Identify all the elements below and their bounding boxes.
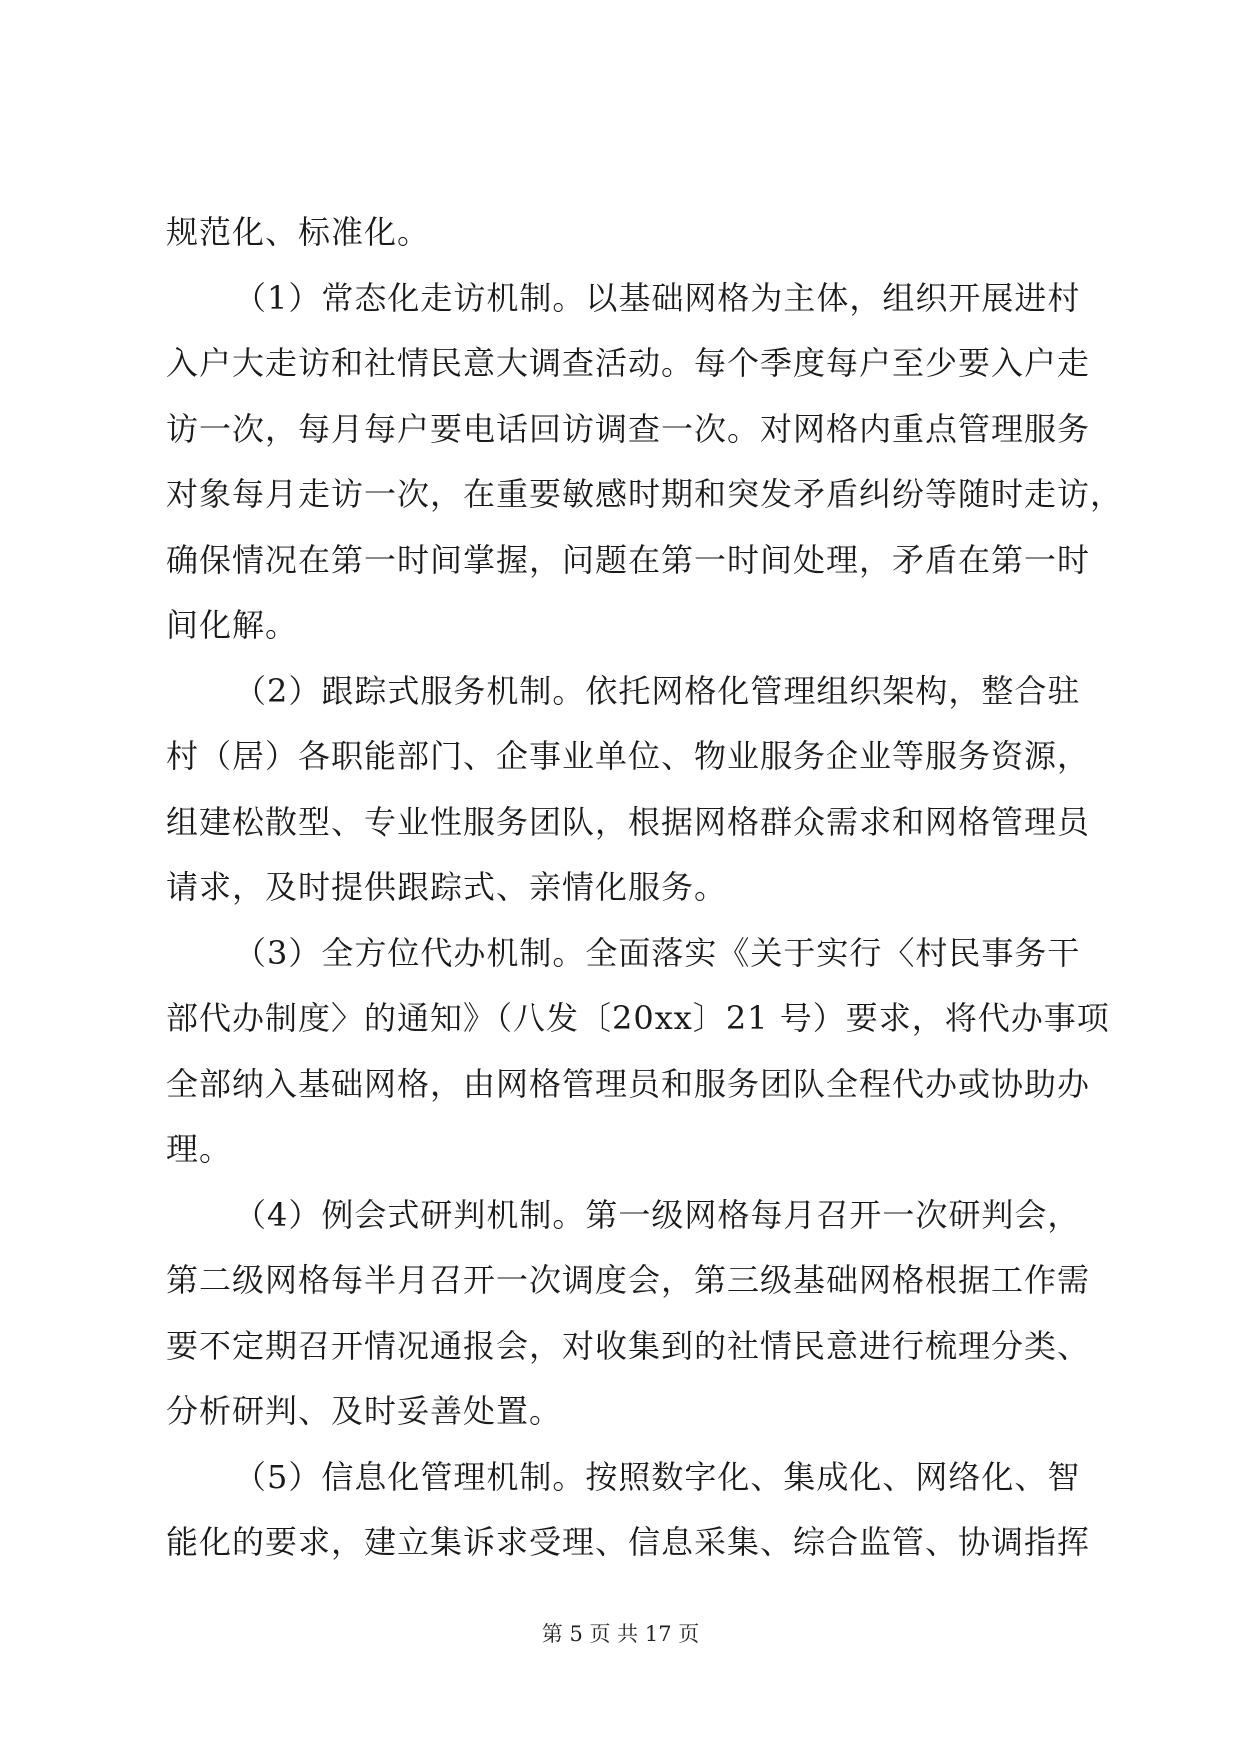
text-line: 理。 xyxy=(166,1130,233,1168)
text-line: 间化解。 xyxy=(166,606,299,644)
text-line: 部代办制度〉的通知》（八发〔20xx〕21 号）要求，将代办事项 xyxy=(166,999,1110,1037)
page-footer xyxy=(0,1618,1241,1648)
page-number-label: 第 5 页 共 17 页 xyxy=(541,1622,700,1646)
text-line: 入户大走访和社情民意大调查活动。每个季度每户至少要入户走 xyxy=(166,344,1091,382)
text-line: 第二级网格每半月召开一次调度会，第三级基础网格根据工作需 xyxy=(166,1261,1091,1299)
text-line: 分析研判、及时妥善处置。 xyxy=(166,1392,563,1430)
text-line: （1）常态化走访机制。以基础网格为主体，组织开展进村 xyxy=(234,278,1081,317)
document-body xyxy=(166,200,1124,1576)
text-line: （3）全方位代办机制。全面落实《关于实行〈村民事务干 xyxy=(234,933,1081,972)
text-line: 对象每月走访一次，在重要敏感时期和突发矛盾纠纷等随时走访， xyxy=(166,475,1124,513)
text-line: 全部纳入基础网格，由网格管理员和服务团队全程代办或协助办 xyxy=(166,1064,1091,1103)
text-line: 组建松散型、专业性服务团队，根据网格群众需求和网格管理员 xyxy=(166,802,1091,841)
text-line: （4）例会式研判机制。第一级网格每月召开一次研判会， xyxy=(234,1195,1081,1234)
text-line: 请求，及时提供跟踪式、亲情化服务。 xyxy=(166,868,728,906)
text-line: 要不定期召开情况通报会，对收集到的社情民意进行梳理分类、 xyxy=(166,1326,1091,1365)
text-line: （2）跟踪式服务机制。依托网格化管理组织架构，整合驻 xyxy=(234,671,1081,710)
text-line: 能化的要求，建立集诉求受理、信息采集、综合监管、协调指挥 xyxy=(166,1523,1091,1561)
text-line: （5）信息化管理机制。按照数字化、集成化、网络化、智 xyxy=(234,1457,1081,1496)
text-line: 确保情况在第一时间掌握，问题在第一时间处理，矛盾在第一时 xyxy=(166,540,1091,579)
text-line: 村（居）各职能部门、企事业单位、物业服务企业等服务资源， xyxy=(166,737,1091,775)
text-line: 规范化、标准化。 xyxy=(166,213,431,251)
text-line: 访一次，每月每户要电话回访调查一次。对网格内重点管理服务 xyxy=(166,409,1091,448)
